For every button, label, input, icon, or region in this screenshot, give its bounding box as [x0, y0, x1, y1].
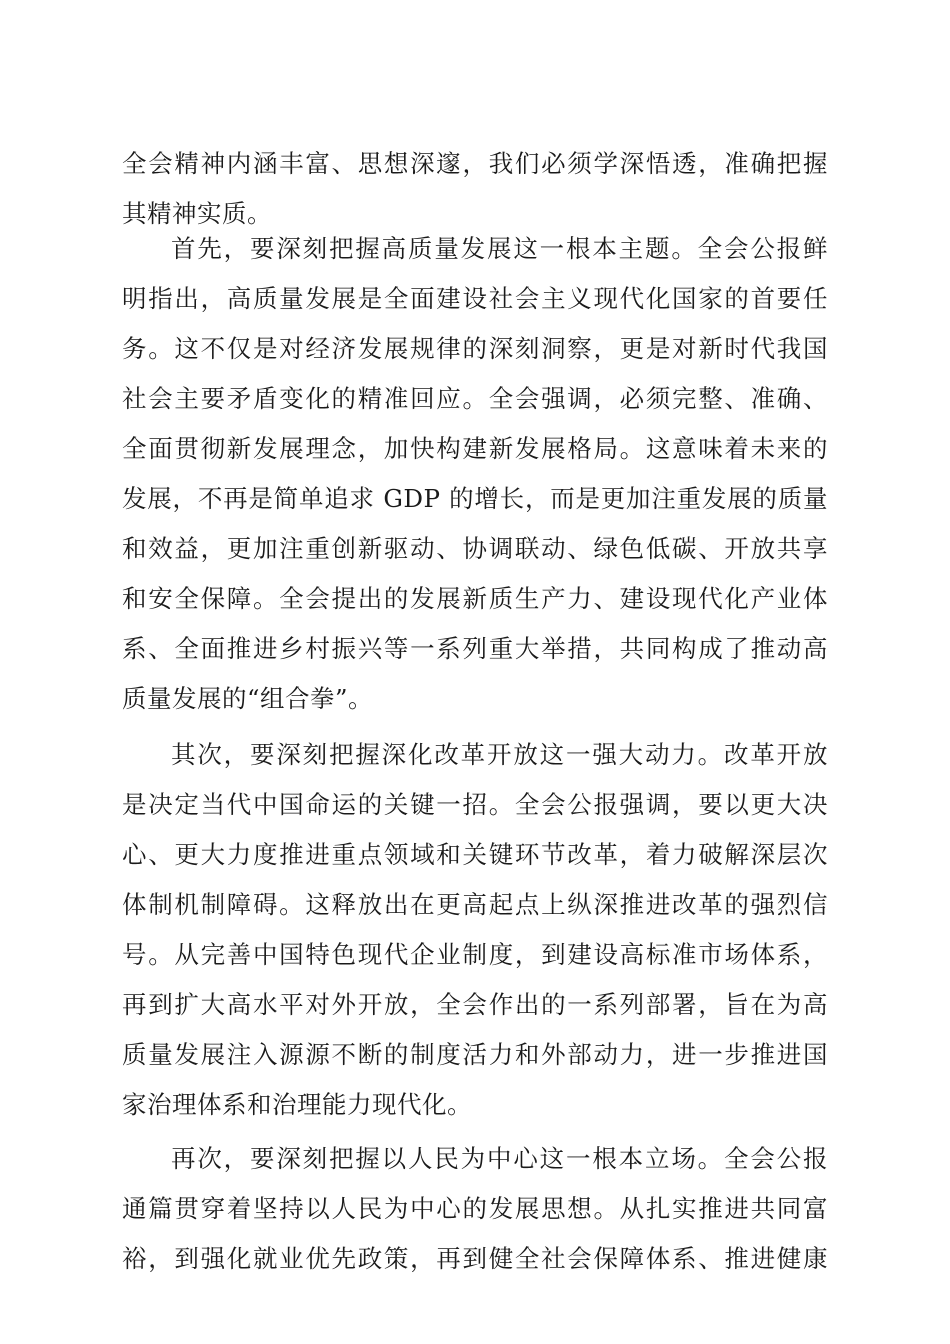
text-line: 质量发展的“组合拳”。	[122, 684, 374, 713]
paragraph-first-line: 其次，要深刻把握深化改革开放这一强大动力。改革开放	[171, 740, 828, 769]
text-line: 全面贯彻新发展理念，加快构建新发展格局。这意味着未来的	[122, 434, 828, 463]
text-line: 和安全保障。全会提出的发展新质生产力、建设现代化产业体	[122, 584, 828, 613]
text-line: 全会精神内涵丰富、思想深邃，我们必须学深悟透，准确把握	[122, 149, 828, 178]
text-line: 通篇贯穿着坚持以人民为中心的发展思想。从扎实推进共同富	[122, 1194, 828, 1223]
text-line: 是决定当代中国命运的关键一招。全会公报强调，要以更大决	[122, 790, 828, 819]
text-line: 明指出，高质量发展是全面建设社会主义现代化国家的首要任	[122, 284, 828, 313]
text-line: 体制机制障碍。这释放出在更高起点上纵深推进改革的强烈信	[122, 890, 828, 919]
text-line: 心、更大力度推进重点领域和关键环节改革，着力破解深层次	[122, 840, 828, 869]
text-line: 质量发展注入源源不断的制度活力和外部动力，进一步推进国	[122, 1040, 828, 1069]
text-line: 系、全面推进乡村振兴等一系列重大举措，共同构成了推动高	[122, 634, 828, 663]
text-line: 和效益，更加注重创新驱动、协调联动、绿色低碳、开放共享	[122, 534, 828, 563]
text-line: 家治理体系和治理能力现代化。	[122, 1090, 472, 1119]
paragraph-first-line: 首先，要深刻把握高质量发展这一根本主题。全会公报鲜	[171, 234, 828, 263]
text-line: 社会主要矛盾变化的精准回应。全会强调，必须完整、准确、	[122, 384, 828, 413]
text-line: 务。这不仅是对经济发展规律的深刻洞察，更是对新时代我国	[122, 334, 828, 363]
text-line: 号。从完善中国特色现代企业制度，到建设高标准市场体系，	[122, 940, 828, 969]
text-line: 发展，不再是简单追求 GDP 的增长，而是更加注重发展的质量	[122, 484, 828, 513]
text-line: 裕，到强化就业优先政策，再到健全社会保障体系、推进健康	[122, 1244, 828, 1273]
paragraph-first-line: 再次，要深刻把握以人民为中心这一根本立场。全会公报	[171, 1144, 828, 1173]
text-line: 其精神实质。	[122, 199, 272, 228]
text-line: 再到扩大高水平对外开放，全会作出的一系列部署，旨在为高	[122, 990, 828, 1019]
